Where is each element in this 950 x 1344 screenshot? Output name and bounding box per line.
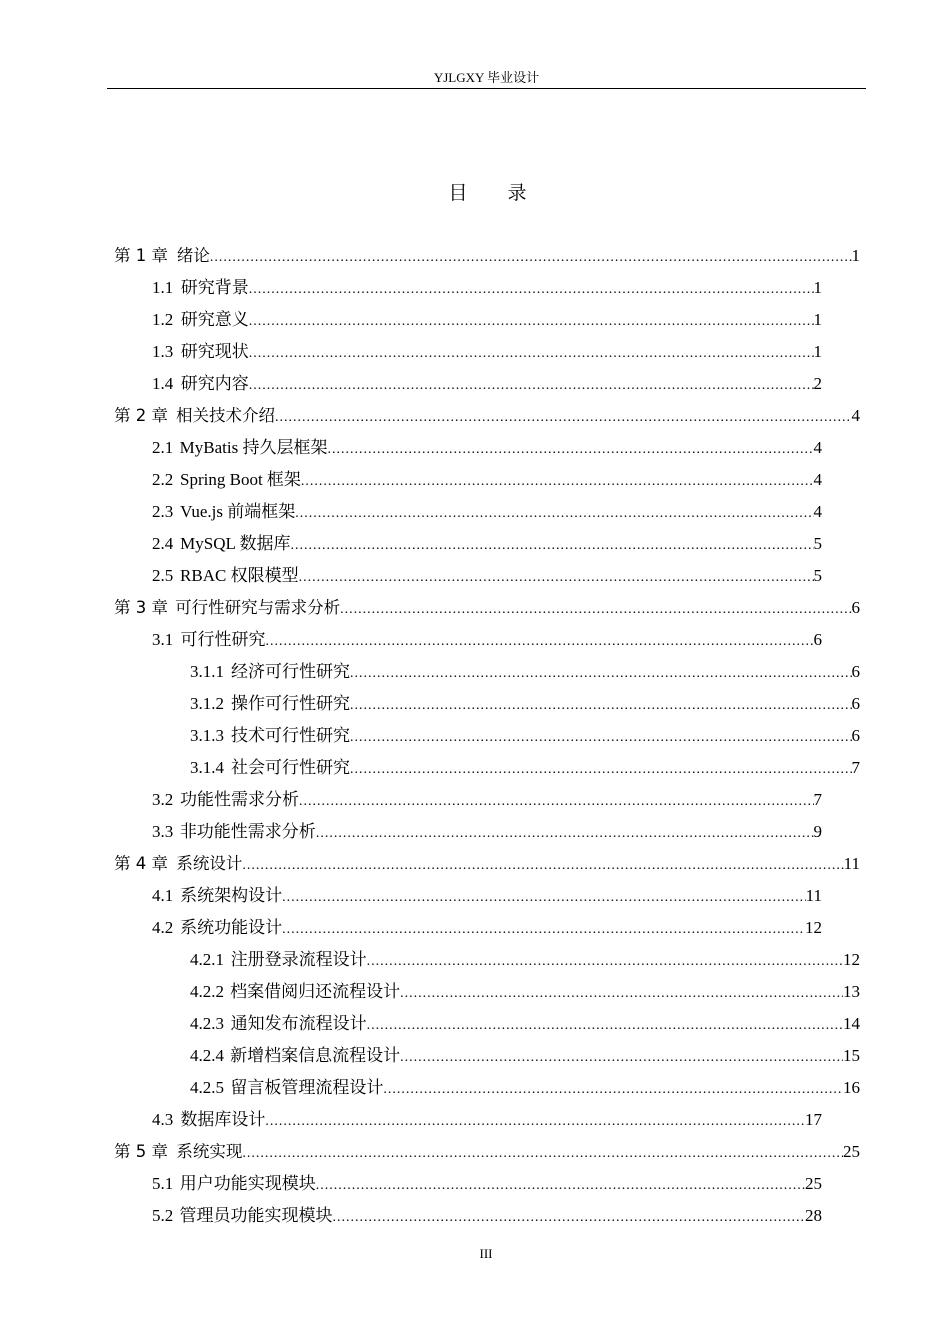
toc-entry-number: 4.2: [152, 918, 174, 937]
toc-entry-number: 4.3: [152, 1110, 174, 1129]
toc-entry-page: 5: [813, 566, 822, 585]
toc-entry-label: 数据库设计: [180, 1110, 266, 1129]
toc-entry[interactable]: [152, 1202, 822, 1230]
toc-entry[interactable]: [114, 594, 860, 622]
toc-entry-label: 相关技术介绍: [176, 406, 275, 425]
toc-entry-number: 3.1.3: [190, 726, 224, 745]
toc-entry-page: 9: [813, 822, 822, 841]
toc-entry[interactable]: [152, 1170, 822, 1198]
toc-entry-number: 2.3: [152, 502, 174, 521]
toc-entry-page: 4: [813, 470, 822, 489]
toc-entry-number: 1.3: [152, 342, 174, 361]
toc-title-part1: 目: [448, 183, 468, 204]
toc-entry[interactable]: [152, 530, 822, 558]
toc-entry-leader: [350, 724, 852, 752]
toc-entry-label: 技术可行性研究: [230, 726, 350, 745]
toc-entry-leader: [265, 1108, 805, 1136]
toc-entry-leader: [316, 1172, 805, 1200]
toc-entry-number: 第 2 章: [114, 406, 168, 425]
toc-entry-page: 4: [813, 502, 822, 521]
toc-entry-number: 2.5: [152, 566, 174, 585]
toc-entry[interactable]: [190, 658, 860, 686]
toc-entry-label: 系统架构设计: [180, 886, 283, 905]
toc-entry[interactable]: [190, 978, 860, 1006]
toc-entry-label: Spring Boot 框架: [180, 470, 301, 489]
toc-title: [0, 182, 950, 206]
toc-entry-number: 2.4: [152, 534, 174, 553]
toc-entry[interactable]: [190, 946, 860, 974]
toc-entry-label: 管理员功能实现模块: [179, 1206, 333, 1225]
toc-entry-number: 第 4 章: [114, 854, 168, 873]
toc-entry[interactable]: [190, 1042, 860, 1070]
toc-entry-label: 注册登录流程设计: [230, 950, 367, 969]
toc-entry-page: 16: [843, 1078, 860, 1097]
toc-entry-label: 经济可行性研究: [230, 662, 350, 681]
toc-entry-page: 1: [851, 246, 860, 265]
toc-entry[interactable]: [152, 1106, 822, 1134]
toc-entry-label: MySQL 数据库: [180, 534, 291, 553]
toc-entry[interactable]: [152, 466, 822, 494]
toc-entry-number: 3.1.1: [190, 662, 224, 681]
toc-entry-leader: [249, 372, 814, 400]
toc-entry[interactable]: [152, 562, 822, 590]
toc-entry-label: 留言板管理流程设计: [230, 1078, 384, 1097]
toc-entry-page: 28: [805, 1206, 822, 1225]
toc-entry-number: 2.2: [152, 470, 174, 489]
toc-title-part2: 录: [507, 183, 527, 204]
toc-entry-page: 1: [813, 278, 822, 297]
header-rule: [107, 88, 866, 89]
toc-entry-leader: [249, 340, 814, 368]
toc-entry[interactable]: [190, 754, 860, 782]
toc-entry-leader: [282, 884, 805, 912]
toc-entry-page: 2: [813, 374, 822, 393]
toc-entry-page: 17: [805, 1110, 822, 1129]
toc-entry-label: 通知发布流程设计: [230, 1014, 367, 1033]
toc-entry-number: 4.2.1: [190, 950, 224, 969]
toc-entry-leader: [327, 436, 813, 464]
toc-entry-leader: [301, 468, 814, 496]
toc-entry-number: 3.1.4: [190, 758, 224, 777]
toc-entry[interactable]: [152, 434, 822, 462]
page-header: YJLGXY 毕业设计: [433, 70, 540, 85]
toc-entry-number: 第 3 章: [114, 598, 168, 617]
toc-entry-label: 可行性研究与需求分析: [175, 598, 341, 617]
toc-entry[interactable]: [152, 626, 822, 654]
toc-entry-leader: [265, 628, 813, 656]
toc-entry-page: 12: [843, 950, 860, 969]
toc-entry-leader: [275, 404, 852, 432]
toc-entry[interactable]: [190, 1010, 860, 1038]
toc-entry-page: 6: [851, 726, 860, 745]
toc-entry[interactable]: [152, 786, 822, 814]
toc-entry-leader: [340, 596, 851, 624]
toc-entry-leader: [350, 660, 852, 688]
toc-entry-leader: [350, 756, 852, 784]
toc-entry-leader: [400, 1044, 843, 1072]
toc-entry-page: 1: [813, 310, 822, 329]
toc-entry-page: 25: [805, 1174, 822, 1193]
toc-entry-number: 第 5 章: [114, 1142, 168, 1161]
toc-entry-number: 1.2: [152, 310, 174, 329]
toc-entry-page: 5: [813, 534, 822, 553]
toc-entry-number: 5.2: [152, 1206, 174, 1225]
toc-entry[interactable]: [152, 498, 822, 526]
toc-entry-label: 研究内容: [180, 374, 249, 393]
toc-entry-label: 新增档案信息流程设计: [230, 1046, 401, 1065]
page-number: III: [479, 1246, 493, 1261]
toc-entry-number: 4.2.2: [190, 982, 224, 1001]
toc-entry-label: 社会可行性研究: [230, 758, 350, 777]
toc-entry-page: 6: [851, 598, 860, 617]
toc-entry-page: 1: [813, 342, 822, 361]
toc-entry-number: 4.2.3: [190, 1014, 224, 1033]
toc-entry-number: 第 1 章: [114, 246, 168, 265]
toc-entry-leader: [282, 916, 805, 944]
toc-entry-leader: [299, 788, 813, 816]
toc-entry-page: 6: [851, 662, 860, 681]
toc-entry-leader: [249, 308, 814, 336]
toc-entry[interactable]: [152, 818, 822, 846]
toc-entry-number: 3.1: [152, 630, 174, 649]
toc-entry-label: 系统实现: [176, 1142, 243, 1161]
toc-entry-page: 6: [813, 630, 822, 649]
toc-entry[interactable]: [152, 274, 822, 302]
toc-entry[interactable]: [114, 1138, 860, 1166]
toc-entry-number: 4.1: [152, 886, 174, 905]
toc-entry-leader: [332, 1204, 805, 1232]
toc-entry-leader: [249, 276, 814, 304]
toc-entry-label: 研究现状: [180, 342, 249, 361]
toc-entry-leader: [400, 980, 843, 1008]
toc-entry-label: Vue.js 前端框架: [180, 502, 296, 521]
toc-entry-leader: [383, 1076, 843, 1104]
toc-entry-page: 15: [843, 1046, 860, 1065]
toc-entry-leader: [367, 1012, 843, 1040]
toc-entry[interactable]: [114, 242, 860, 270]
toc-entry[interactable]: [152, 338, 822, 366]
toc-entry-number: 2.1: [152, 438, 174, 457]
toc-entry-page: 25: [843, 1142, 860, 1161]
toc-entry-leader: [350, 692, 852, 720]
toc-entry-page: 11: [805, 886, 822, 905]
toc-entry-label: 用户功能实现模块: [179, 1174, 316, 1193]
toc-entry-page: 13: [843, 982, 860, 1001]
toc-entry[interactable]: [114, 850, 860, 878]
toc-entry-page: 4: [851, 406, 860, 425]
toc-entry-number: 5.1: [152, 1174, 174, 1193]
toc-entry-leader: [299, 564, 814, 592]
toc-entry[interactable]: [190, 722, 860, 750]
toc-entry-number: 3.2: [152, 790, 174, 809]
toc-entry-label: 系统功能设计: [180, 918, 283, 937]
toc-entry-number: 4.2.4: [190, 1046, 224, 1065]
toc-entry-label: 系统设计: [176, 854, 243, 873]
toc-entry-page: 12: [805, 918, 822, 937]
toc-entry-label: 档案借阅归还流程设计: [230, 982, 401, 1001]
toc-entry-leader: [242, 1140, 843, 1168]
toc-entry-number: 3.3: [152, 822, 174, 841]
toc-entry[interactable]: [190, 690, 860, 718]
toc-entry-label: 可行性研究: [180, 630, 266, 649]
toc-entry[interactable]: [152, 370, 822, 398]
toc-entry-label: 研究意义: [180, 310, 249, 329]
toc-entry-page: 7: [813, 790, 822, 809]
toc-entry-leader: [316, 820, 814, 848]
toc-entry-label: 非功能性需求分析: [179, 822, 316, 841]
toc-entry-number: 3.1.2: [190, 694, 224, 713]
toc-entry-leader: [291, 532, 814, 560]
toc-entry-label: RBAC 权限模型: [180, 566, 299, 585]
toc-entry-page: 4: [813, 438, 822, 457]
toc-entry-page: 14: [843, 1014, 860, 1033]
toc-entry-leader: [295, 500, 813, 528]
toc-entry-leader: [367, 948, 843, 976]
toc-entry-label: MyBatis 持久层框架: [179, 438, 328, 457]
toc-entry-number: 1.1: [152, 278, 174, 297]
toc-entry-page: 7: [851, 758, 860, 777]
toc-entry-label: 操作可行性研究: [230, 694, 350, 713]
toc-entry-page: 6: [851, 694, 860, 713]
toc-entry-number: 4.2.5: [190, 1078, 224, 1097]
toc-entry-number: 1.4: [152, 374, 174, 393]
toc-entry[interactable]: [152, 882, 822, 910]
toc-entry-leader: [242, 852, 843, 880]
toc-entry-leader: [210, 244, 852, 272]
toc-entry[interactable]: [190, 1074, 860, 1102]
toc-entry-label: 绪论: [176, 246, 210, 265]
toc-entry[interactable]: [152, 306, 822, 334]
toc-entry[interactable]: [152, 914, 822, 942]
toc-entry-page: 11: [843, 854, 860, 873]
toc-entry[interactable]: [114, 402, 860, 430]
toc-entry-label: 研究背景: [180, 278, 249, 297]
toc-entry-label: 功能性需求分析: [180, 790, 300, 809]
